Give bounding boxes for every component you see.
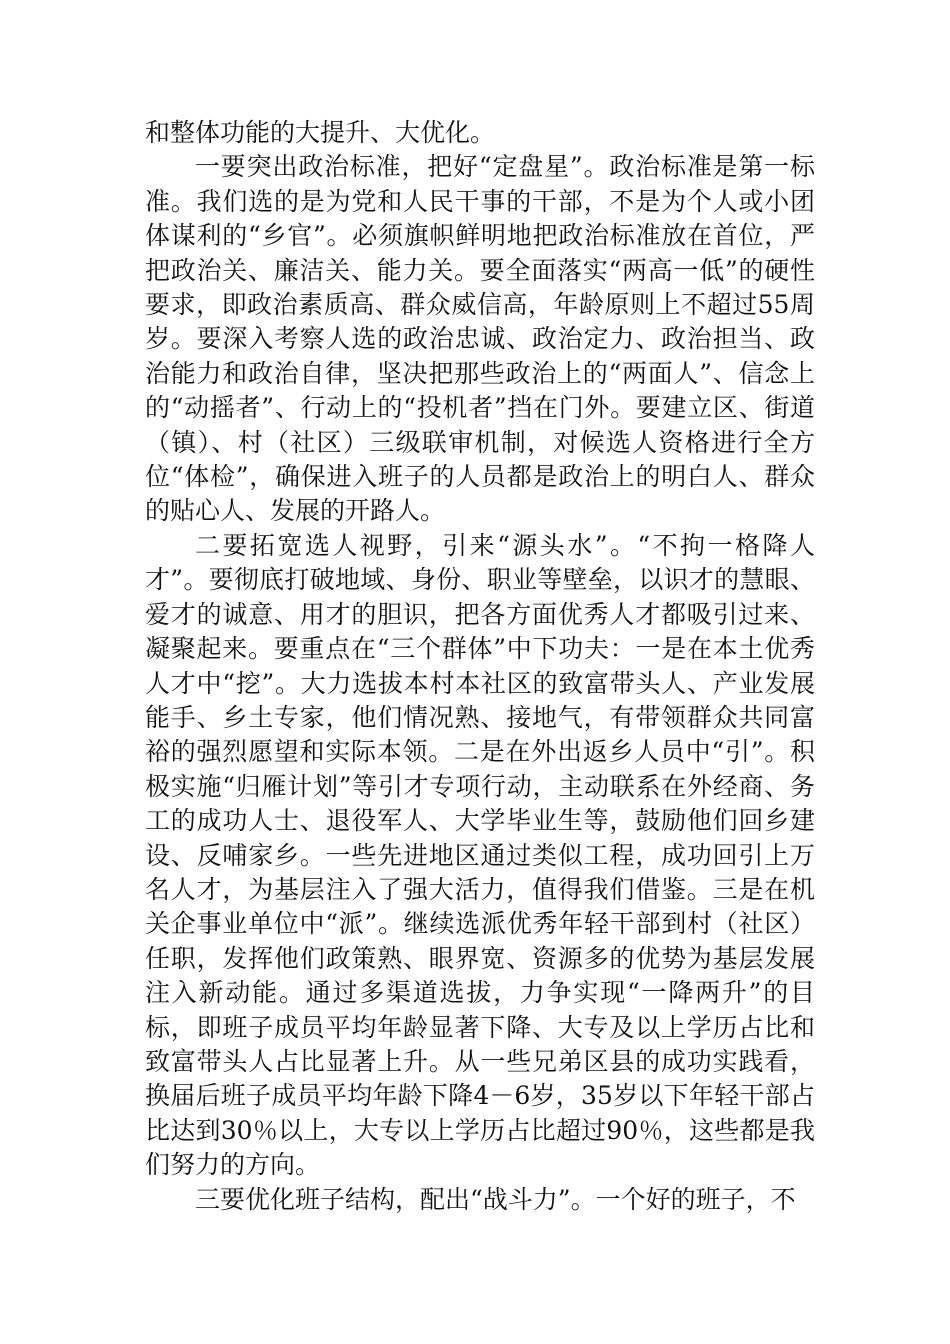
document-body xyxy=(145,116,815,1217)
paragraph-broaden-selection: 二要拓宽选人视野，引来“源头水”。“不拘一格降人才”。要彻底打破地域、身份、职业等壁垒，以识才的慧眼、爱才的诚意、用才的胆识，把各方面优秀人才都吸引过来、凝聚起来。要重点在“三个群体”中下功夫：一是在本土优秀人才中“挖”。大力选拔本村本社区的致富带头人、产业发展能手、乡土专家，他们情况熟、接地气，有带领群众共同富裕的强烈愿望和实际本领。二是在外出返乡人员中“引”。积极实施“归雁计划”等引才专项行动，主动联系在外经商、务工的成功人士、退役军人、大学毕业生等，鼓励他们回乡建设、反哺家乡。一些先进地区通过类似工程，成功回引上万名人才，为基层注入了强大活力，值得我们借鉴。三是在机关企事业单位中“派”。继续选派优秀年轻干部到村（社区）任职，发挥他们政策熟、眼界宽、资源多的优势为基层发展注入新动能。通过多渠道选拔，力争实现“一降两升”的目标，即班子成员平均年龄显著下降、大专及以上学历占比和致富带头人占比显著上升。从一些兄弟区县的成功实践看，换届后班子成员平均年龄下降4－6岁，35岁以下年轻干部占比达到30％以上，大专以上学历占比超过90％，这些都是我们努力的方向。 xyxy=(145,530,815,1180)
paragraph-political-standard: 一要突出政治标准，把好“定盘星”。政治标准是第一标准。我们选的是为党和人民干事的干部，不是为个人或小团体谋利的“乡官”。必须旗帜鲜明地把政治标准放在首位，严把政治关、廉洁关、能力关。要全面落实“两高一低”的硬性要求，即政治素质高、群众威信高，年龄原则上不超过55周岁。要深入考察人选的政治忠诚、政治定力、政治担当、政治能力和政治自律，坚决把那些政治上的“两面人”、信念上的“动摇者”、行动上的“投机者”挡在门外。要建立区、街道（镇）、村（社区）三级联审机制，对候选人资格进行全方位“体检”，确保进入班子的人员都是政治上的明白人、群众的贴心人、发展的开路人。 xyxy=(145,152,815,526)
paragraph-optimize-structure: 三要优化班子结构，配出“战斗力”。一个好的班子，不 xyxy=(195,1184,796,1214)
paragraph-continuation: 和整体功能的大提升、大优化。 xyxy=(145,118,496,147)
